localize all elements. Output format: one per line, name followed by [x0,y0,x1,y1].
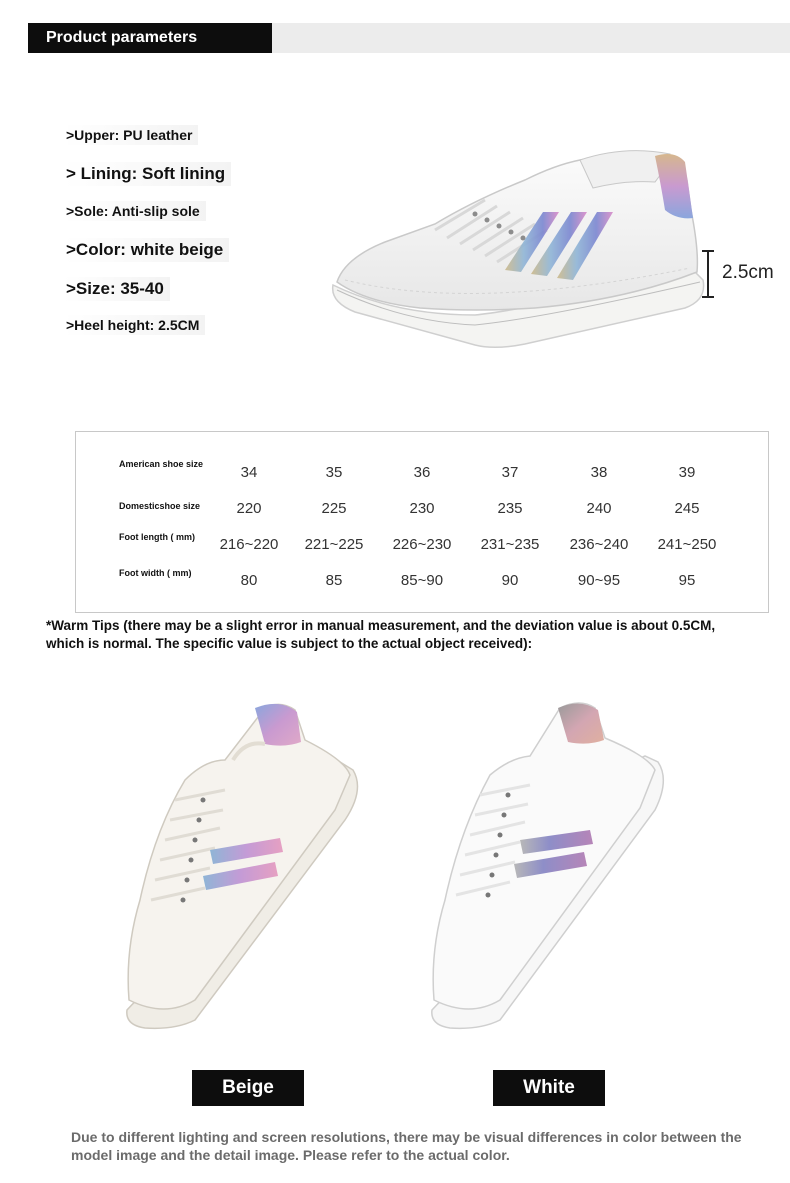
table-cell: 240 [586,500,612,517]
color-disclaimer: Due to different lighting and screen resolutions, there may be visual differences in color between the model image and the detail image. Please refer to the actual color. [71,1129,742,1163]
table-cell: 38 [590,464,608,481]
warm-tip-note: *Warm Tips (there may be a slight error in manual measurement, and the deviation value is about 0.5CM, which is normal. The specific value is subject to the actual object received): [46,618,716,651]
table-cell: 35 [325,464,343,481]
row-label-american-size: American shoe size [119,459,204,469]
variant-label-beige: Beige [192,1070,304,1106]
table-cell: 230 [409,500,435,517]
table-row [76,456,768,492]
table-cell: 221~225 [304,536,364,553]
table-cell: 90 [501,572,519,589]
table-cell: 241~250 [657,536,717,553]
table-row [76,494,768,530]
table-row [76,529,768,565]
table-cell: 85 [325,572,343,589]
table-cell: 235 [497,500,523,517]
table-row [76,565,768,601]
size-table [75,431,769,613]
table-cell: 225 [321,500,347,517]
product-image-white [420,700,670,1040]
table-cell: 216~220 [219,536,279,553]
table-cell: 34 [240,464,258,481]
product-image-beige [115,700,365,1040]
spec-size: >Size: 35-40 [64,277,170,301]
heel-height-bracket [702,250,714,298]
table-cell: 95 [678,572,696,589]
spec-upper: >Upper: PU leather [64,125,198,145]
table-cell: 80 [240,572,258,589]
spec-color: >Color: white beige [64,238,229,262]
table-cell: 226~230 [392,536,452,553]
table-cell: 39 [678,464,696,481]
table-cell: 236~240 [569,536,629,553]
spec-lining: > Lining: Soft lining [64,162,231,186]
page-title: Product parameters [28,23,272,53]
spec-heel-height: >Heel height: 2.5CM [64,315,205,335]
spec-sole: >Sole: Anti-slip sole [64,201,206,221]
table-cell: 85~90 [400,572,444,589]
table-cell: 90~95 [577,572,621,589]
row-label-foot-width: Foot width ( mm) [119,568,192,578]
row-label-foot-length: Foot length ( mm) [119,532,195,542]
product-image-side-view [325,140,715,355]
table-cell: 37 [501,464,519,481]
heel-height-label: 2.5cm [722,262,774,283]
table-cell: 231~235 [480,536,540,553]
table-cell: 36 [413,464,431,481]
row-label-domestic-size: Domesticshoe size [119,501,201,511]
table-cell: 220 [236,500,262,517]
table-cell: 245 [674,500,700,517]
variant-label-white: White [493,1070,605,1106]
